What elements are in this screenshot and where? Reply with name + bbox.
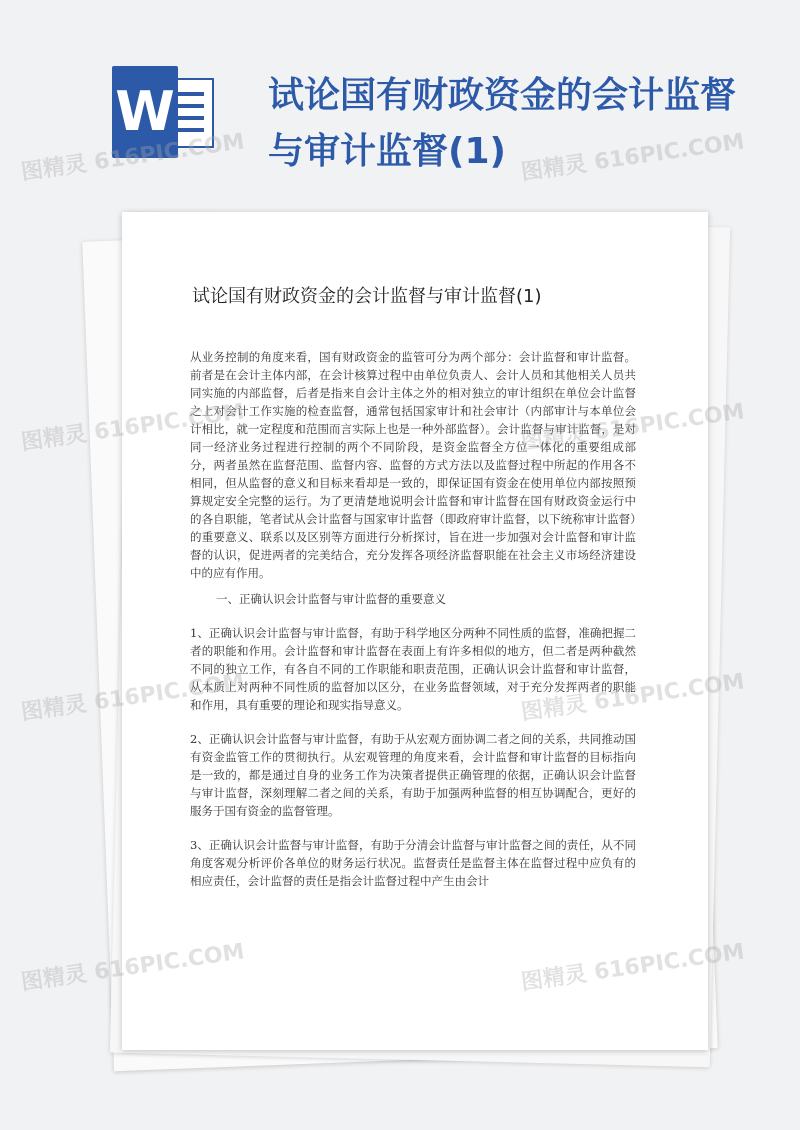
intro-paragraph: 从业务控制的角度来看，国有财政资金的监管可分为两个部分：会计监督和审计监督。前者是在会计主体内部，在会计核算过程中由单位负责人、会计人员和其他相关人员共同实施的内部监督，后者是指来自会计主体之外的相对独立的审计组织在单位会计监督之上对会计工作实施的检查监督，通常包括国家审计和社会审计（内部审计与本单位会计相比，就一定程度和范围而言实际上也是一种外部监督）。会计监督与审计监督，是对同一经济业务过程进行控制的两个不同阶段，是资金监督全方位一体化的重要组成部分，两者虽然在监督范围、监督内容、监督的方式方法以及监督过程中所起的作用各不相同，但从监督的意义和目标来看却是一致的，即保证国有资金在使用单位内部按照预算规定安全完整的运行。为了更清楚地说明会计监督和审计监督在国有财政资金运行中的各自职能，笔者试从会计监督与国家审计监督（即政府审计监督，以下统称审计监督）的重要意义、联系以及区别等方面进行分析探讨，旨在进一步加强对会计监督和审计监督的认识，促进两者的完美结合，充分发挥各项经济监督职能在社会主义市场经济建设中的应有作用。	[190, 350, 636, 580]
document-page	[122, 212, 708, 1050]
word-logo-letter: W	[112, 66, 178, 158]
watermark: 图精灵 616PIC.COM	[519, 399, 747, 456]
page-title: 试论国有财政资金的会计监督与审计监督(1)	[192, 286, 542, 307]
page-body	[190, 348, 636, 890]
section-heading: 一、正确认识会计监督与审计监督的重要意义	[216, 592, 446, 606]
body-paragraph: 1、正确认识会计监督与审计监督，有助于科学地区分两种不同性质的监督，准确把握二者的职能和作用。会计监督和审计监督在表面上有许多相似的地方，但二者是两种截然不同的独立工作，有各自不同的工作职能和职责范围，正确认识会计监督和审计监督，从本质上对两种不同性质的监督加以区分，在业务监督领域，对于充分发挥两者的职能和作用，具有重要的理论和现实指导意义。	[190, 626, 636, 712]
watermark: 图精灵 616PIC.COM	[519, 939, 747, 996]
watermark: 图精灵 616PIC.COM	[19, 939, 247, 996]
body-paragraph: 2、正确认识会计监督与审计监督，有助于从宏观方面协调二者之间的关系，共同推动国有资金监管工作的贯彻执行。从宏观管理的角度来看，会计监督和审计监督的目标指向是一致的，都是通过自身的业务工作为决策者提供正确管理的依据，正确认识会计监督与审计监督，深刻理解二者之间的关系，有助于加强两种监督的相互协调配合，更好的服务于国有资金的监督管理。	[190, 732, 636, 818]
watermark: 图精灵 616PIC.COM	[19, 669, 247, 726]
watermark: 图精灵 616PIC.COM	[519, 129, 747, 186]
watermark: 图精灵 616PIC.COM	[19, 129, 247, 186]
body-paragraph: 3、正确认识会计监督与审计监督，有助于分清会计监督与审计监督之间的责任，从不同角度客观分析评价各单位的财务运行状况。监督责任是监督主体在监督过程中应负有的相应责任，会计监督的责任是指会计监督过程中产生由会计	[190, 838, 636, 888]
watermark: 图精灵 616PIC.COM	[19, 399, 247, 456]
document-title: 试论国有财政资金的会计监督与审计监督(1)	[268, 75, 737, 172]
watermark: 图精灵 616PIC.COM	[519, 669, 747, 726]
